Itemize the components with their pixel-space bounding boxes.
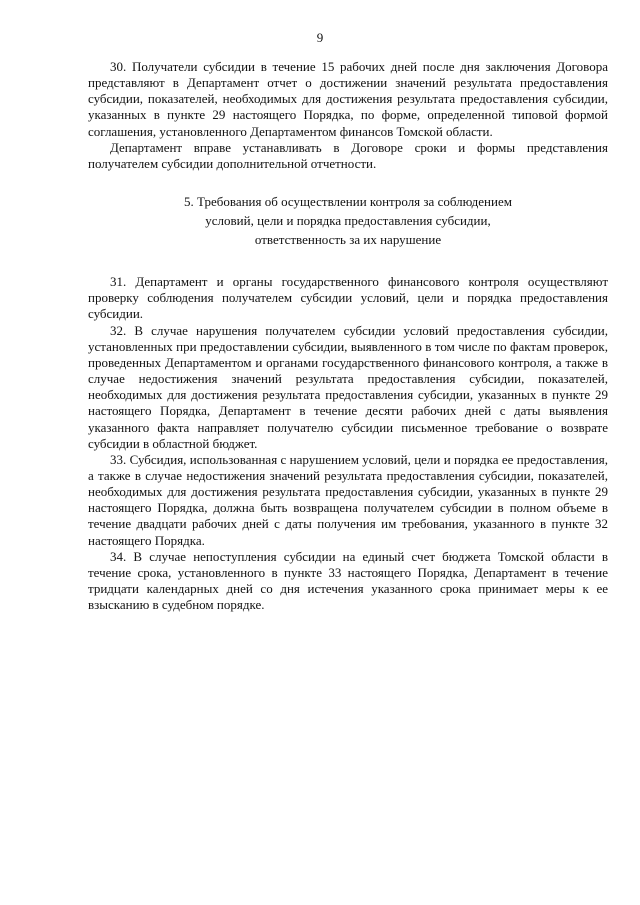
section-heading-line-1: 5. Требования об осуществлении контроля за соблюдением [184,194,512,210]
section-5-heading [88,192,608,249]
paragraph-32: 32. В случае нарушения получателем субсидии условий предоставления субсидии, установленных при предоставлении субсидии, выявленного в том числе по фактам проверок, проведенных Департаментом и органами государственного финансового контроля, а также в случае недостижения значений результата предоставления субсидии, показателей, необходимых для достижения результата предоставления субсидии, указанных в пункте 29 настоящего Порядка, Департамент в течение десяти рабочих дней с даты выявления указанного факта направляет получателю субсидии письменное требование о возврате субсидии в областной бюджет. [88,322,608,451]
paragraph-33: 33. Субсидия, использованная с нарушением условий, цели и порядка ее предоставления, а также в случае недостижения значений результата предоставления субсидии, показателей, необходимых для достижения результата предоставления субсидии, указанных в пункте 29 настоящего Порядка, должна быть возвращена получателем субсидии в полном объеме в течение двадцати рабочих дней с даты получения им требования, указанного в пункте 32 настоящего Порядка. [88,451,608,548]
paragraph-31: 31. Департамент и органы государственного финансового контроля осуществляют проверку соблюдения получателем субсидии условий, цели и порядка предоставления субсидии. [88,274,608,322]
document-body [88,59,608,613]
paragraph-30-continuation: Департамент вправе устанавливать в Договоре сроки и формы представления получателем субсидии дополнительной отчетности. [88,139,608,171]
page-number: 9 [316,30,324,45]
paragraph-30: 30. Получатели субсидии в течение 15 рабочих дней после дня заключения Договора представляют в Департамент отчет о достижении значений результата предоставления субсидии, показателей, необходимых для достижения результата предоставления субсидии, указанных в пункте 29 настоящего Порядка, по форме, определенной типовой формой соглашения, установленного Департаментом финансов Томской области. [88,59,608,139]
section-heading-line-3: ответственность за их нарушение [254,232,442,248]
paragraph-34: 34. В случае непоступления субсидии на единый счет бюджета Томской области в течение срока, установленного в пункте 33 настоящего Порядка, Департамент в течение тридцати календарных дней со дня истечения указанного срока принимает меры к ее взысканию в судебном порядке. [88,548,608,613]
section-heading-line-2: условий, цели и порядка предоставления субсидии, [205,213,491,229]
